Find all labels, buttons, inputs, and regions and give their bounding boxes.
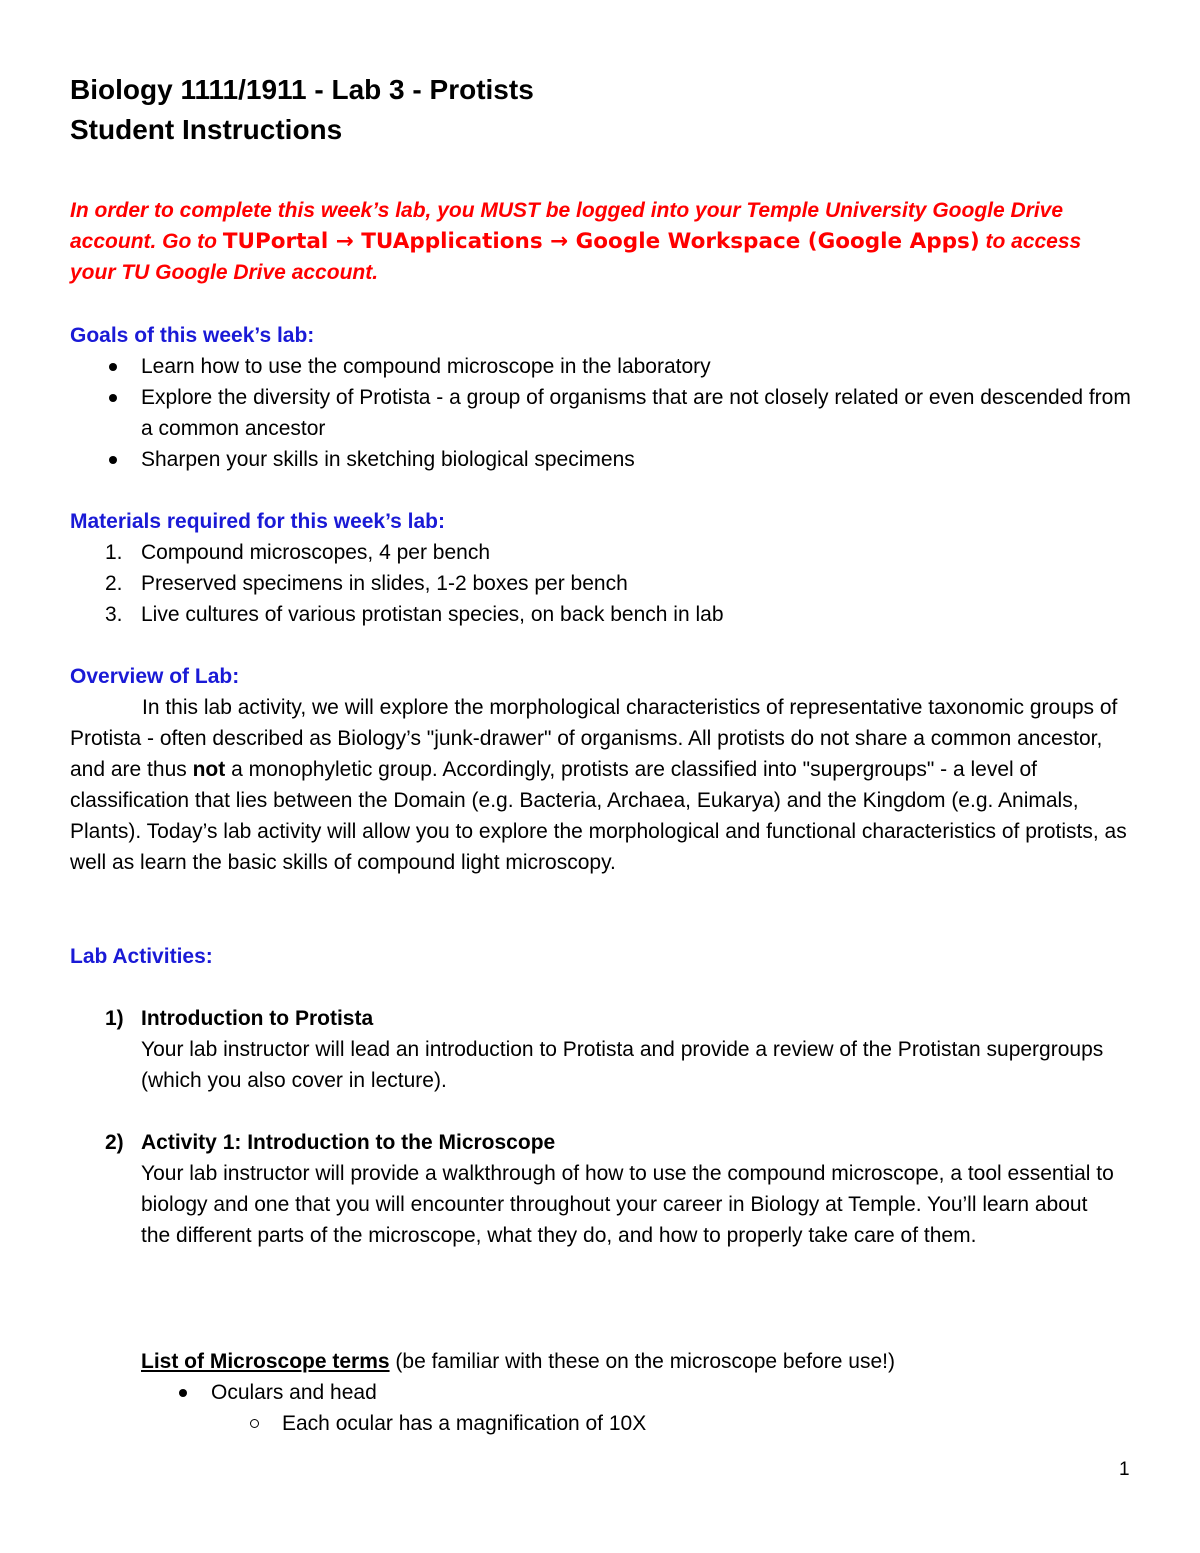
notice-navigation-path: TUPortal → TUApplications → Google Workspace (Google Apps) [222, 229, 980, 254]
bullet-icon [109, 394, 117, 402]
terms-title: List of Microscope terms [141, 1350, 390, 1373]
list-item [282, 1408, 1132, 1439]
activity-title: Activity 1: Introduction to the Microscope [141, 1131, 556, 1154]
activity-number: 2) [105, 1131, 124, 1154]
list-item-text: Each ocular has a magnification of 10X [282, 1412, 647, 1435]
list-item-text: Compound microscopes, 4 per bench [141, 541, 491, 564]
materials-heading: Materials required for this week’s lab: [70, 510, 446, 533]
bullet-icon [179, 1389, 187, 1397]
goals-list [141, 351, 1141, 475]
hollow-bullet-icon [250, 1419, 259, 1428]
list-item [105, 568, 1141, 599]
list-item [105, 599, 1141, 630]
activity-microscope [105, 1127, 1116, 1251]
goals-heading: Goals of this week’s lab: [70, 324, 315, 347]
list-number: 3. [105, 603, 123, 626]
list-item-text: Oculars and head [211, 1381, 377, 1404]
overview-paragraph [70, 692, 1130, 878]
list-number: 1. [105, 541, 123, 564]
activity-title: Introduction to Protista [141, 1007, 374, 1030]
overview-text-end: a monophyletic group. Accordingly, protists are classified into "supergroups" - a level of classification that lies between the Domain (e.g. Bacteria, Archaea, Eukarya) and the Kingdom (e.g. Animals, Plants). Today’s lab activity will allow you to explore the morphological and functional characteristics of protists, as well as learn the basic skills of compound light microscopy. [70, 758, 1127, 874]
list-item-text: Preserved specimens in slides, 1-2 boxes per bench [141, 572, 628, 595]
terms-note: (be familiar with these on the microscope before use!) [389, 1350, 895, 1373]
activity-description: Your lab instructor will provide a walkthrough of how to use the compound microscope, a tool essential to biology and one that you will encounter throughout your career in Biology at Temple. You’ll learn about the different parts of the microscope, what they do, and how to properly take care of them. [141, 1162, 1114, 1247]
list-number: 2. [105, 572, 123, 595]
overview-text-start: In this lab activity, we will explore the morphological characteristics of representative taxonomic groups of Protista - often described as Biology’s "junk-drawer" of organisms. All protists do not share a common ancestor, and are thus [70, 696, 1118, 781]
list-item [141, 351, 1141, 382]
list-item-text: Learn how to use the compound microscope in the laboratory [141, 355, 711, 378]
list-item-text: Sharpen your skills in sketching biological specimens [141, 448, 635, 471]
activity-intro-protista [105, 1003, 1116, 1096]
list-item [105, 537, 1141, 568]
activity-number: 1) [105, 1007, 124, 1030]
list-item [211, 1377, 1111, 1408]
overview-heading: Overview of Lab: [70, 665, 240, 688]
bullet-icon [109, 363, 117, 371]
notice-text-start: In order to complete this week’s lab, you MUST be logged into your Temple University Google Drive account. Go to [70, 199, 1064, 253]
document-title: Biology 1111/1911 - Lab 3 - Protists [70, 74, 534, 105]
terms-list [211, 1377, 1111, 1408]
document-subtitle: Student Instructions [70, 114, 343, 145]
list-item-text: Explore the diversity of Protista - a group of organisms that are not closely related or even descended from a common ancestor [141, 386, 1131, 440]
notice-text-end: to access your TU Google Drive account. [70, 230, 1082, 284]
bullet-icon [109, 456, 117, 464]
activity-description: Your lab instructor will lead an introduction to Protista and provide a review of the Protistan supergroups (which you also cover in lecture). [141, 1038, 1104, 1092]
list-item [141, 382, 1141, 444]
materials-list [105, 537, 1141, 630]
microscope-terms-heading [141, 1346, 895, 1377]
login-notice [70, 195, 1130, 288]
terms-sublist [282, 1408, 1132, 1439]
list-item-text: Live cultures of various protistan species, on back bench in lab [141, 603, 724, 626]
activities-heading: Lab Activities: [70, 945, 213, 968]
list-item [141, 444, 1141, 475]
overview-emphasis: not [192, 758, 226, 781]
page-number: 1 [1119, 1459, 1130, 1480]
